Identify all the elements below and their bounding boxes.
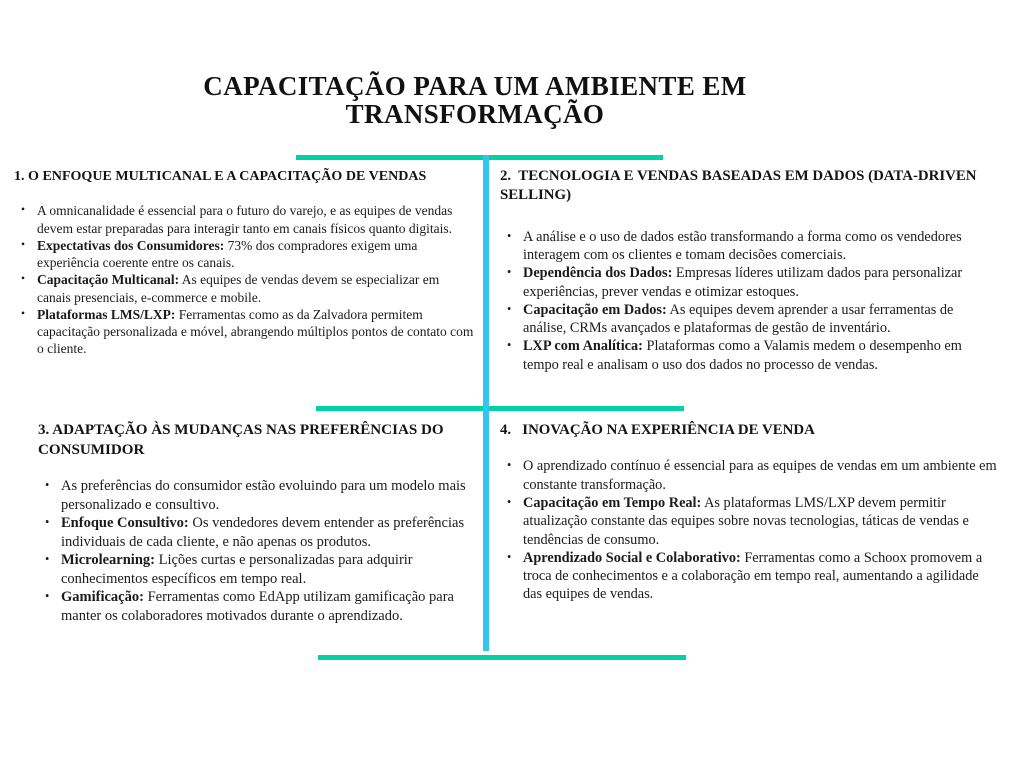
bullet-item (14, 306, 476, 358)
bullet-text: A omnicanalidade é essencial para o futuro do varejo, e as equipes de vendas devem estar preparadas para interagir tanto em canais físicos quanto digitais. (37, 203, 453, 236)
bullet-lead: Dependência dos Dados: (523, 265, 673, 282)
bullet-text: As plataformas LMS/LXP devem permitir atualização constante das equipes sobre novas tecnologias, táticas de vendas e tendências de consumo. (523, 494, 969, 548)
bullet-item (38, 477, 468, 514)
bullet-text: A análise e o uso de dados estão transformando a forma como os vendedores interagem com os clientes e tomam decisões comerciais. (523, 228, 962, 263)
quadrant-4-inovacao (500, 421, 998, 604)
bullet-item (14, 271, 476, 306)
bullet-item (14, 202, 476, 237)
bullet-item (500, 228, 994, 265)
bullet-lead: Microlearning: (61, 552, 155, 569)
bullet-item (500, 337, 994, 374)
quadrant-4-heading: 4. INOVAÇÃO NA EXPERIÊNCIA DE VENDA (500, 422, 815, 438)
quadrant-1-multicanal (14, 167, 476, 358)
bullet-text: Ferramentas como a Schoox promovem a troca de conhecimentos e a colaboração em tempo real, aumentando a agilidade das equipes de vendas. (523, 549, 983, 603)
bullet-item (38, 551, 468, 588)
bullet-item (500, 301, 994, 338)
bullet-item (38, 588, 468, 625)
bullet-lead: Aprendizado Social e Colaborativo: (523, 549, 741, 566)
quadrant-3-preferencias (38, 421, 468, 626)
divider-vertical (483, 155, 489, 651)
divider-middle-horizontal (316, 406, 684, 411)
bullet-text: Ferramentas como EdApp utilizam gamificação para manter os colaboradores motivados durante o aprendizado. (61, 589, 454, 625)
bullet-item (500, 549, 998, 604)
bullet-lead: Gamificação: (61, 589, 144, 606)
page-title: CAPACITAÇÃO PARA UM AMBIENTE EM TRANSFORMAÇÃO (203, 71, 747, 130)
quadrant-3-bullet-list (38, 477, 468, 625)
bullet-item (38, 514, 468, 551)
divider-top-horizontal (296, 155, 663, 160)
bullet-lead: Expectativas dos Consumidores: (37, 237, 225, 253)
quadrant-4-bullet-list (500, 457, 998, 603)
bullet-text: As equipes de vendas devem se especializar em canais presenciais, e-commerce e mobile. (37, 272, 440, 305)
bullet-lead: Enfoque Consultivo: (61, 515, 189, 532)
quadrant-2-bullet-list (500, 228, 994, 374)
bullet-lead: Capacitação Multicanal: (37, 272, 180, 288)
bullet-text: As preferências do consumidor estão evoluindo para um modelo mais personalizado e consultivo. (61, 478, 466, 513)
quadrant-2-heading: 2. TECNOLOGIA E VENDAS BASEADAS EM DADOS (DATA-DRIVEN SELLING) (500, 168, 981, 204)
bullet-text: O aprendizado contínuo é essencial para as equipes de vendas em um ambiente em constante transformação. (523, 458, 997, 493)
quadrant-1-bullet-list (14, 202, 476, 357)
bullet-lead: Plataformas LMS/LXP: (37, 306, 176, 322)
bullet-item (500, 264, 994, 301)
quadrant-2-data-driven (500, 167, 994, 374)
bullet-text: Lições curtas e personalizadas para adquirir conhecimentos específicos em tempo real. (61, 552, 413, 587)
bullet-item (500, 457, 998, 494)
bullet-text: 73% dos compradores exigem uma experiência coerente entre os canais. (37, 237, 418, 271)
bullet-text: Plataformas como a Valamis medem o desempenho em tempo real e analisam o uso dos dados no processo de vendas. (523, 338, 962, 373)
bullet-text: Empresas líderes utilizam dados para personalizar experiências, prever vendas e otimizar estoques. (523, 265, 963, 300)
bullet-item (14, 237, 476, 272)
divider-bottom-horizontal (318, 655, 686, 660)
quadrant-3-heading: 3. ADAPTAÇÃO ÀS MUDANÇAS NAS PREFERÊNCIAS DO CONSUMIDOR (38, 422, 448, 458)
bullet-text: As equipes devem aprender a usar ferramentas de análise, CRMs avançados e plataformas de gestão de inventário. (523, 301, 954, 337)
bullet-lead: Capacitação em Dados: (523, 301, 667, 318)
bullet-text: Ferramentas como as da Zalvadora permitem capacitação personalizada e móvel, abrangendo múltiplos pontos de contato com o cliente. (37, 306, 474, 357)
bullet-text: Os vendedores devem entender as preferências individuais de cada cliente, e não apenas os produtos. (61, 515, 465, 550)
quadrant-1-heading: 1. O ENFOQUE MULTICANAL E A CAPACITAÇÃO DE VENDAS (14, 168, 427, 184)
bullet-item (500, 494, 998, 549)
bullet-lead: Capacitação em Tempo Real: (523, 494, 702, 511)
bullet-lead: LXP com Analítica: (523, 338, 643, 355)
